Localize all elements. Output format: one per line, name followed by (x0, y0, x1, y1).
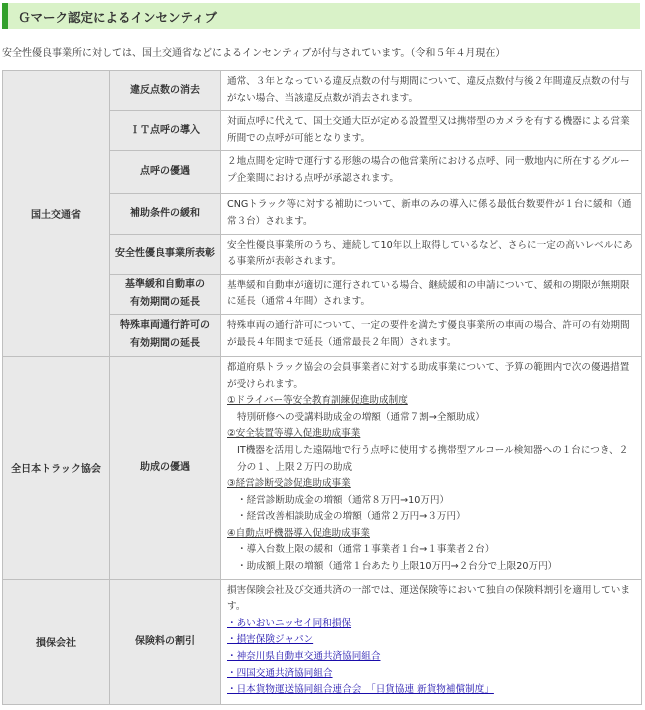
incentive-table (2, 70, 642, 705)
intro-text: 安全性優良事業所に対しては、国土交通省などによるインセンティブが付与されています。（令和５年４月現在） (2, 48, 506, 59)
item-line: 有効期間の延長 (130, 297, 200, 309)
item-cell (110, 314, 221, 356)
table-row (3, 356, 642, 579)
item-cell: ＩＴ点呼の導入 (110, 111, 221, 151)
subsidy-line: ・導入台数上限の緩和（通常１事業者１台→１事業者２台） (237, 544, 495, 556)
item-cell: 安全性優良事業所表彰 (110, 234, 221, 274)
desc-cell: ２地点間を定時で運行する形態の場合の他営業所における点呼、同一敷地内に所在するグループ企業間における点呼が承認されます。 (221, 151, 642, 194)
desc-cell: 特殊車両の通行許可について、一定の要件を満たす優良事業所の車両の場合、許可の有効期間が最長４年間まで延長（通常最長２年間）されます。 (221, 314, 642, 356)
item-cell: 補助条件の緩和 (110, 194, 221, 234)
subsidy-line: IT機器を活用した遠隔地で行う点呼に使用する携帯型アルコール検知器への１台につき、２分の１、上限２万円の助成 (237, 444, 629, 473)
page-title: Ｇマーク認定によるインセンティブ (18, 10, 218, 25)
table-row (3, 71, 642, 111)
item-line: 特殊車両通行許可の (120, 320, 210, 332)
lead-text: 都道府県トラック協会の会員事業者に対する助成事業について、予算の範囲内で次の優遇措置が受けられます。 (227, 361, 630, 390)
desc-cell: 対面点呼に代えて、国土交通大臣が定める設置型又は携帯型のカメラを有する機器による営業所間での点呼が可能となります。 (221, 111, 642, 151)
subsidy-line: ・助成額上限の増額（通常１台あたり上限10万円→２台分で上限20万円） (237, 561, 558, 573)
insurer-link[interactable]: ・あいおいニッセイ同和損保 (227, 617, 352, 629)
item-cell: 点呼の優遇 (110, 151, 221, 194)
item-line: 基準緩和自動車の (125, 279, 205, 291)
item-cell (110, 274, 221, 314)
desc-cell: 安全性優良事業所のうち、連続して10年以上取得しているなど、さらに一定の高いレベルにある事業所が表彰されます。 (221, 234, 642, 274)
subsidy-line: ・経営改善相談助成金の増額（通常２万円→３万円） (237, 511, 466, 523)
subsidy-line: ・経営診断助成金の増額（通常８万円→10万円） (237, 494, 450, 506)
subsidy-heading: ②安全装置等導入促進助成事業 (227, 428, 361, 440)
desc-cell (221, 356, 642, 579)
item-cell: 助成の優遇 (110, 356, 221, 579)
org-cell-mlit: 国土交通省 (3, 71, 110, 357)
insurer-link[interactable]: ・損害保険ジャパン (227, 634, 314, 646)
lead-text: 損害保険会社及び交通共済の一部では、運送保険等において独自の保険料割引を適用しています。 (227, 584, 630, 613)
subsidy-line: 特別研修への受講料助成金の増額（通常７割→全額助成） (237, 411, 485, 423)
subsidy-heading: ①ドライバー等安全教育訓練促進助成制度 (227, 395, 408, 407)
desc-cell: 基準緩和自動車が適切に運行されている場合、継続緩和の申請について、緩和の期限が無期限に延長（通常４年間）されます。 (221, 274, 642, 314)
subsidy-heading: ④自動点呼機器導入促進助成事業 (227, 527, 370, 539)
insurer-link[interactable]: ・四国交通共済協同組合 (227, 667, 333, 679)
insurer-link[interactable]: ・日本貨物運送協同組合連合会 「日貨協連 新貨物補償制度」 (227, 684, 494, 696)
subsidy-heading: ③経営診断受診促進助成事業 (227, 478, 351, 490)
item-line: 有効期間の延長 (130, 338, 200, 350)
section-title-bar (2, 3, 640, 29)
desc-cell (221, 579, 642, 704)
item-cell: 違反点数の消去 (110, 71, 221, 111)
org-cell-jta: 全日本トラック協会 (3, 356, 110, 579)
org-cell-insurance: 損保会社 (3, 579, 110, 704)
desc-cell: 通常、３年となっている違反点数の付与期間について、違反点数付与後２年間違反点数の付与がない場合、当該違反点数が消去されます。 (221, 71, 642, 111)
desc-cell: CNGトラック等に対する補助について、新車のみの導入に係る最低台数要件が１台に緩和（通常３台）されます。 (221, 194, 642, 234)
table-row (3, 579, 642, 704)
insurer-link[interactable]: ・神奈川県自動車交通共済協同組合 (227, 651, 381, 663)
item-cell: 保険料の割引 (110, 579, 221, 704)
